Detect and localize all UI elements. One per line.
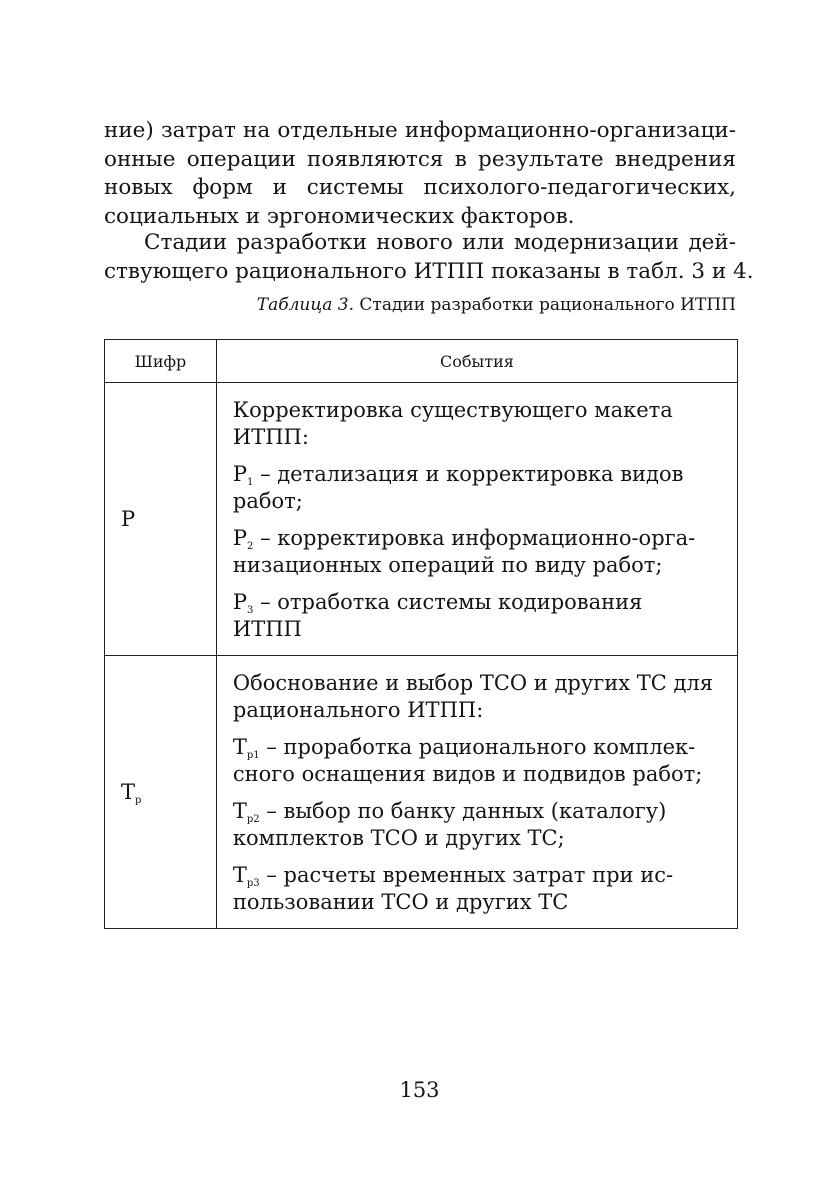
event-symbol-subscript: 1	[247, 477, 254, 488]
event-text: Обоснование и выбор ТСО и других ТС для	[232, 671, 713, 695]
event-line	[233, 889, 713, 916]
event-text: Корректировка существующего макета	[232, 398, 673, 422]
paragraph-line: Стадии разработки нового или модернизации дей-	[144, 230, 736, 255]
table-row	[105, 656, 738, 929]
event-item	[233, 525, 713, 579]
event-text: – корректировка информационно-орга-	[253, 526, 696, 550]
event-item	[233, 670, 713, 724]
header-code: Шифр	[105, 340, 217, 383]
event-text: сного оснащения видов и подвидов работ;	[232, 762, 703, 786]
row-code-main: Р	[121, 507, 136, 531]
event-text: – расчеты временных затрат при ис-	[259, 863, 674, 887]
table-row	[105, 383, 738, 656]
stages-table	[104, 339, 738, 929]
event-symbol-subscript: р3	[246, 878, 260, 889]
event-line	[233, 798, 713, 825]
row-events	[216, 383, 737, 656]
event-text: ИТПП	[232, 617, 302, 641]
event-symbol-subscript: 2	[247, 541, 254, 552]
event-line	[233, 761, 713, 788]
event-symbol: Р	[232, 590, 248, 614]
table-caption-label: Таблица 3.	[256, 295, 354, 315]
body-paragraph-2	[104, 229, 754, 286]
event-text: – выбор по банку данных (каталогу)	[259, 799, 667, 823]
event-item	[233, 589, 713, 643]
row-code	[105, 656, 217, 929]
event-item	[233, 397, 713, 451]
table-caption-text: Стадии разработки рационального ИТПП	[359, 295, 736, 315]
event-line	[233, 670, 713, 697]
event-text: пользовании ТСО и других ТС	[232, 890, 569, 914]
event-line	[233, 734, 713, 761]
paragraph-line: онные операции появляются в результате внедрения	[104, 146, 736, 172]
row-code-subscript: р	[135, 795, 142, 806]
event-symbol: Т	[232, 863, 247, 887]
event-symbol: Р	[232, 526, 248, 550]
row-events	[216, 656, 737, 929]
event-item	[233, 862, 713, 916]
event-line	[233, 461, 713, 488]
event-text: комплектов ТСО и других ТС;	[232, 826, 565, 850]
event-symbol: Р	[232, 462, 248, 486]
event-line	[233, 616, 713, 643]
event-symbol: Т	[232, 735, 247, 759]
body-paragraph-1	[104, 117, 736, 231]
event-symbol: Т	[232, 799, 247, 823]
paragraph-line: новых форм и системы психолого-педагогических,	[104, 175, 736, 200]
event-item	[233, 734, 713, 788]
event-text: рационального ИТПП:	[232, 698, 484, 722]
event-text: ИТПП:	[232, 425, 309, 449]
event-item	[233, 461, 713, 515]
event-line	[233, 552, 713, 579]
event-line	[233, 697, 713, 724]
event-symbol-subscript: 3	[247, 605, 254, 616]
paragraph-line: ствующего рационального ИТПП показаны в табл. 3 и 4.	[104, 258, 754, 284]
event-line	[233, 424, 713, 451]
event-text: низационных операций по виду работ;	[232, 553, 663, 577]
event-text: работ;	[232, 489, 303, 513]
table-body	[105, 383, 738, 929]
event-symbol-subscript: р2	[246, 814, 260, 825]
event-line	[233, 488, 713, 515]
row-code	[105, 383, 217, 656]
paragraph-line: социальных и эргономических факторов.	[104, 203, 575, 229]
paragraph-line: ние) затрат на отдельные информационно-организаци-	[104, 118, 736, 143]
event-text: – детализация и корректировка видов	[253, 462, 684, 486]
table-caption	[257, 293, 736, 317]
event-line	[233, 862, 713, 889]
header-events: События	[216, 340, 737, 383]
event-line	[233, 589, 713, 616]
event-symbol-subscript: р1	[246, 750, 260, 761]
event-line	[233, 525, 713, 552]
event-item	[233, 798, 713, 852]
event-line	[233, 397, 713, 424]
event-text: – отработка системы кодирования	[253, 590, 643, 614]
event-line	[233, 825, 713, 852]
event-text: – проработка рационального комплек-	[259, 735, 696, 759]
page-number: 153	[399, 1078, 440, 1102]
row-code-main: Т	[121, 780, 136, 804]
table-header-row	[105, 340, 738, 383]
